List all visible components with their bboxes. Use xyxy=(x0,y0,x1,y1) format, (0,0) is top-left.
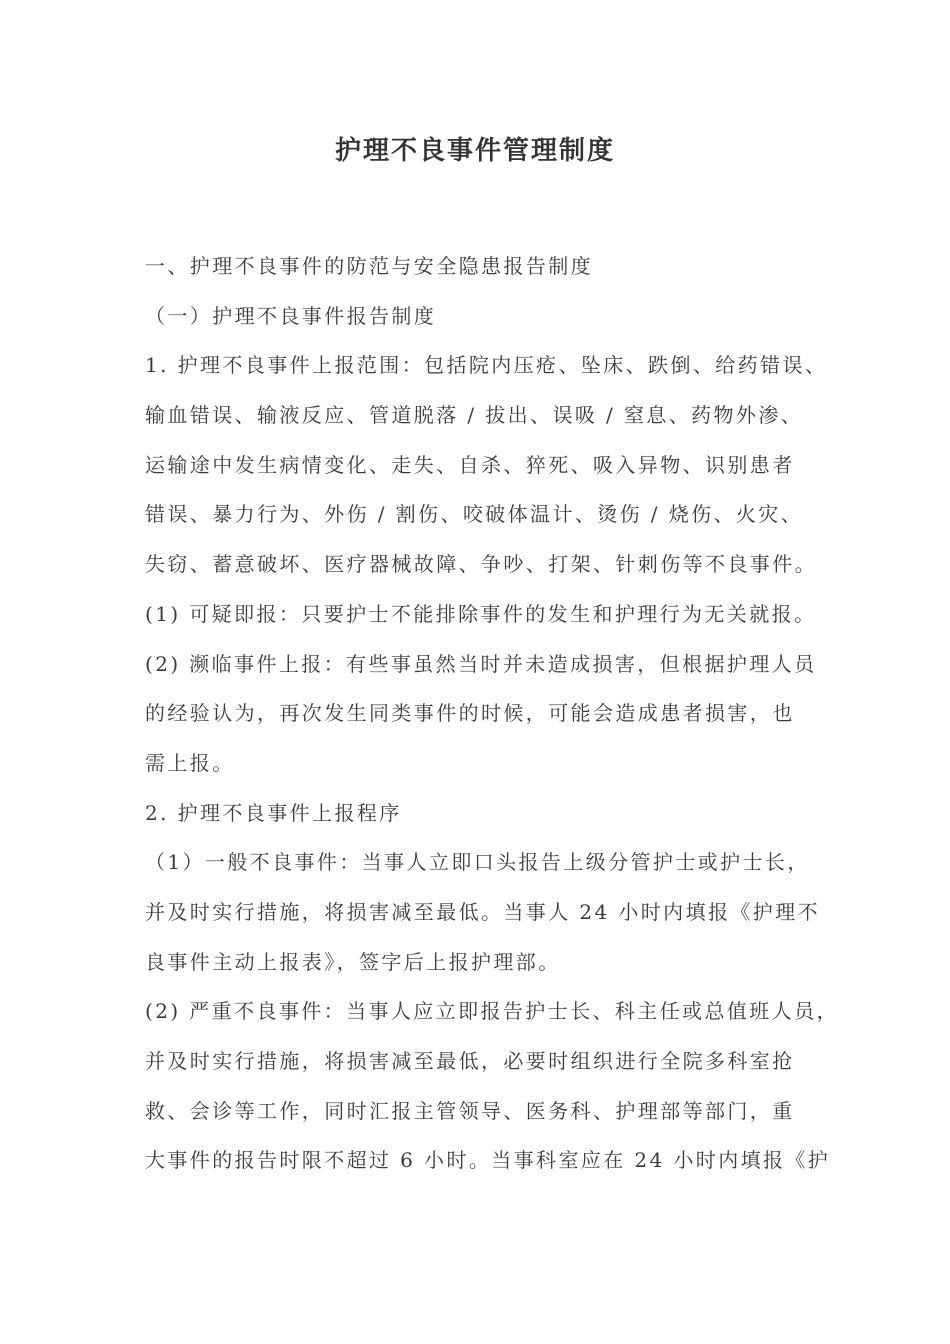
document-body xyxy=(145,248,839,1192)
text-line: 1. 护理不良事件上报范围：包括院内压疮、坠床、跌倒、给药错误、 xyxy=(145,353,828,378)
text-line: 并及时实行措施，将损害减至最低，必要时组织进行全院多科室抢 xyxy=(145,1049,795,1073)
text-line: （1）一般不良事件：当事人立即口头报告上级分管护士或护士长， xyxy=(145,850,810,875)
text-line: 的经验认为，再次发生同类事件的时候，可能会造成患者损害，也 xyxy=(145,701,795,726)
text-line: (2) 严重不良事件：当事人应立即报告护士长、科主任或总值班人员， xyxy=(145,999,839,1024)
document-title: 护理不良事件管理制度 xyxy=(334,136,615,166)
text-line: (1) 可疑即报：只要护士不能排除事件的发生和护理行为无关就报。 xyxy=(145,601,817,626)
text-line: 良事件主动上报表》，签字后上报护理部。 xyxy=(145,949,561,974)
text-line: (2) 濒临事件上报：有些事虽然当时并未造成损害，但根据护理人员 xyxy=(145,651,817,676)
text-line: 错误、暴力行为、外伤 / 割伤、咬破体温计、烫伤 / 烧伤、火灾、 xyxy=(145,502,804,527)
text-line: （一）护理不良事件报告制度 xyxy=(145,303,437,328)
text-line: 一、护理不良事件的防范与安全隐患报告制度 xyxy=(145,254,593,278)
text-line: 输血错误、输液反应、管道脱落 / 拔出、误吸 / 窒息、药物外渗、 xyxy=(145,403,804,428)
text-line: 并及时实行措施，将损害减至最低。当事人 24 小时内填报《护理不 xyxy=(145,899,820,924)
text-line: 需上报。 xyxy=(145,750,235,775)
text-line: 运输途中发生病情变化、走失、自杀、猝死、吸入异物、识别患者 xyxy=(145,452,795,477)
text-line: 失窃、蓄意破坏、医疗器械故障、争吵、打架、针刺伤等不良事件。 xyxy=(145,552,817,577)
text-line: 大事件的报告时限不超过 6 小时。当事科室应在 24 小时内填报《护 xyxy=(145,1148,831,1173)
text-line: 2. 护理不良事件上报程序 xyxy=(145,800,402,825)
text-line: 救、会诊等工作，同时汇报主管领导、医务科、护理部等部门，重 xyxy=(145,1098,795,1123)
